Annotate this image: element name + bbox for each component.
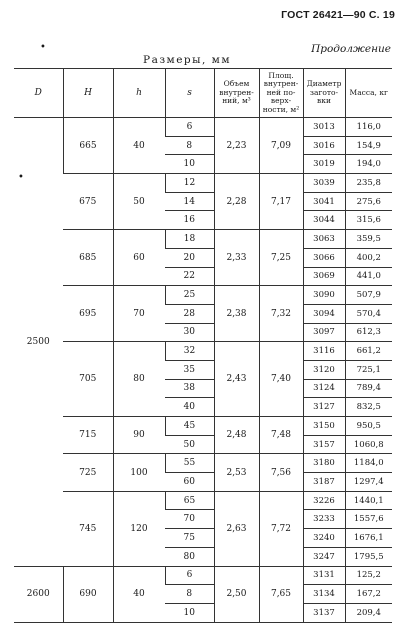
cell-s: 65 [165, 491, 214, 510]
cell-mass: 1184,0 [345, 454, 392, 473]
cell-mass: 125,2 [345, 566, 392, 585]
table-caption: Размеры, мм [143, 54, 232, 66]
cell-s: 40 [165, 398, 214, 417]
cell-blank-diameter: 3124 [303, 379, 345, 398]
cell-s: 35 [165, 360, 214, 379]
cell-blank-diameter: 3039 [303, 174, 345, 193]
cell-blank-diameter: 3066 [303, 248, 345, 267]
cell-blank-diameter: 3120 [303, 360, 345, 379]
cell-blank-diameter: 3187 [303, 473, 345, 492]
cell-area: 7,65 [259, 566, 303, 622]
cell-area: 7,25 [259, 230, 303, 286]
cell-blank-diameter: 3041 [303, 192, 345, 211]
cell-mass: 400,2 [345, 248, 392, 267]
cell-mass: 507,9 [345, 286, 392, 305]
cell-mass: 209,4 [345, 603, 392, 622]
table-row [14, 566, 392, 585]
cell-mass: 950,5 [345, 417, 392, 436]
cell-area: 7,17 [259, 174, 303, 230]
cell-D: 2600 [14, 566, 63, 622]
cell-s: 45 [165, 417, 214, 436]
cell-blank-diameter: 3247 [303, 547, 345, 566]
cell-mass: 315,6 [345, 211, 392, 230]
cell-H: 675 [63, 174, 113, 230]
cell-volume: 2,53 [214, 454, 259, 491]
cell-mass: 1440,1 [345, 491, 392, 510]
table-row [14, 118, 392, 137]
cell-s: 38 [165, 379, 214, 398]
cell-s: 12 [165, 174, 214, 193]
cell-volume: 2,63 [214, 491, 259, 566]
cell-blank-diameter: 3069 [303, 267, 345, 286]
table-row [14, 491, 392, 510]
cell-blank-diameter: 3226 [303, 491, 345, 510]
cell-blank-diameter: 3019 [303, 155, 345, 174]
cell-s: 8 [165, 136, 214, 155]
col-header-mass: Масса, кг [345, 69, 392, 118]
cell-volume: 2,38 [214, 286, 259, 342]
table-row [14, 230, 392, 249]
cell-mass: 661,2 [345, 342, 392, 361]
cell-s: 32 [165, 342, 214, 361]
table-row [14, 286, 392, 305]
cell-h: 60 [113, 230, 165, 286]
stray-mark: • [18, 172, 24, 183]
cell-H: 690 [63, 566, 113, 622]
cell-s: 14 [165, 192, 214, 211]
cell-H: 685 [63, 230, 113, 286]
col-header-D: D [14, 69, 63, 118]
cell-mass: 1795,5 [345, 547, 392, 566]
cell-volume: 2,33 [214, 230, 259, 286]
cell-s: 22 [165, 267, 214, 286]
cell-blank-diameter: 3157 [303, 435, 345, 454]
cell-mass: 441,0 [345, 267, 392, 286]
cell-mass: 832,5 [345, 398, 392, 417]
cell-s: 80 [165, 547, 214, 566]
col-header-area: Площ. внутрен-ней по-верх-ности, м² [259, 69, 303, 118]
cell-D: 2500 [14, 118, 63, 567]
cell-mass: 116,0 [345, 118, 392, 137]
cell-s: 60 [165, 473, 214, 492]
cell-s: 10 [165, 155, 214, 174]
cell-area: 7,72 [259, 491, 303, 566]
cell-mass: 154,9 [345, 136, 392, 155]
cell-s: 55 [165, 454, 214, 473]
cell-s: 6 [165, 118, 214, 137]
cell-blank-diameter: 3134 [303, 585, 345, 604]
cell-mass: 359,5 [345, 230, 392, 249]
stray-mark: • [40, 42, 46, 53]
col-header-s: s [165, 69, 214, 118]
cell-h: 80 [113, 342, 165, 417]
continuation-label: Продолжение [311, 43, 391, 55]
cell-blank-diameter: 3097 [303, 323, 345, 342]
cell-blank-diameter: 3131 [303, 566, 345, 585]
cell-area: 7,48 [259, 417, 303, 454]
col-header-h: h [113, 69, 165, 118]
cell-H: 725 [63, 454, 113, 491]
cell-h: 90 [113, 417, 165, 454]
cell-mass: 570,4 [345, 304, 392, 323]
cell-blank-diameter: 3013 [303, 118, 345, 137]
table-header-row [14, 69, 392, 118]
cell-area: 7,40 [259, 342, 303, 417]
cell-H: 695 [63, 286, 113, 342]
cell-h: 50 [113, 174, 165, 230]
cell-blank-diameter: 3150 [303, 417, 345, 436]
cell-blank-diameter: 3116 [303, 342, 345, 361]
cell-mass: 1676,1 [345, 529, 392, 548]
cell-blank-diameter: 3233 [303, 510, 345, 529]
cell-blank-diameter: 3016 [303, 136, 345, 155]
cell-h: 100 [113, 454, 165, 491]
table-row [14, 417, 392, 436]
cell-s: 28 [165, 304, 214, 323]
cell-mass: 1060,8 [345, 435, 392, 454]
cell-H: 705 [63, 342, 113, 417]
cell-s: 25 [165, 286, 214, 305]
cell-blank-diameter: 3137 [303, 603, 345, 622]
dimensions-table [14, 68, 392, 623]
cell-s: 20 [165, 248, 214, 267]
cell-blank-diameter: 3240 [303, 529, 345, 548]
cell-s: 18 [165, 230, 214, 249]
cell-s: 16 [165, 211, 214, 230]
cell-mass: 612,3 [345, 323, 392, 342]
cell-blank-diameter: 3090 [303, 286, 345, 305]
cell-s: 70 [165, 510, 214, 529]
cell-mass: 194,0 [345, 155, 392, 174]
cell-volume: 2,50 [214, 566, 259, 622]
cell-H: 715 [63, 417, 113, 454]
page-header: ГОСТ 26421—90 С. 19 [281, 9, 395, 21]
cell-blank-diameter: 3063 [303, 230, 345, 249]
cell-H: 665 [63, 118, 113, 174]
cell-blank-diameter: 3044 [303, 211, 345, 230]
cell-mass: 789,4 [345, 379, 392, 398]
cell-volume: 2,43 [214, 342, 259, 417]
cell-mass: 1297,4 [345, 473, 392, 492]
cell-area: 7,56 [259, 454, 303, 491]
cell-H: 745 [63, 491, 113, 566]
cell-area: 7,32 [259, 286, 303, 342]
cell-mass: 725,1 [345, 360, 392, 379]
cell-volume: 2,28 [214, 174, 259, 230]
cell-area: 7,09 [259, 118, 303, 174]
col-header-H: H [63, 69, 113, 118]
cell-volume: 2,23 [214, 118, 259, 174]
cell-s: 75 [165, 529, 214, 548]
cell-volume: 2,48 [214, 417, 259, 454]
cell-mass: 275,6 [345, 192, 392, 211]
cell-mass: 1557,6 [345, 510, 392, 529]
cell-h: 40 [113, 118, 165, 174]
cell-blank-diameter: 3127 [303, 398, 345, 417]
col-header-blank-diameter: Диаметр загото-вки [303, 69, 345, 118]
cell-mass: 167,2 [345, 585, 392, 604]
cell-s: 8 [165, 585, 214, 604]
cell-s: 10 [165, 603, 214, 622]
cell-s: 50 [165, 435, 214, 454]
cell-h: 40 [113, 566, 165, 622]
col-header-volume: Объем внутрен-ний, м³ [214, 69, 259, 118]
cell-h: 70 [113, 286, 165, 342]
cell-blank-diameter: 3180 [303, 454, 345, 473]
cell-h: 120 [113, 491, 165, 566]
cell-s: 30 [165, 323, 214, 342]
table-row [14, 174, 392, 193]
cell-mass: 235,8 [345, 174, 392, 193]
table-row [14, 342, 392, 361]
cell-s: 6 [165, 566, 214, 585]
table-row [14, 454, 392, 473]
cell-blank-diameter: 3094 [303, 304, 345, 323]
